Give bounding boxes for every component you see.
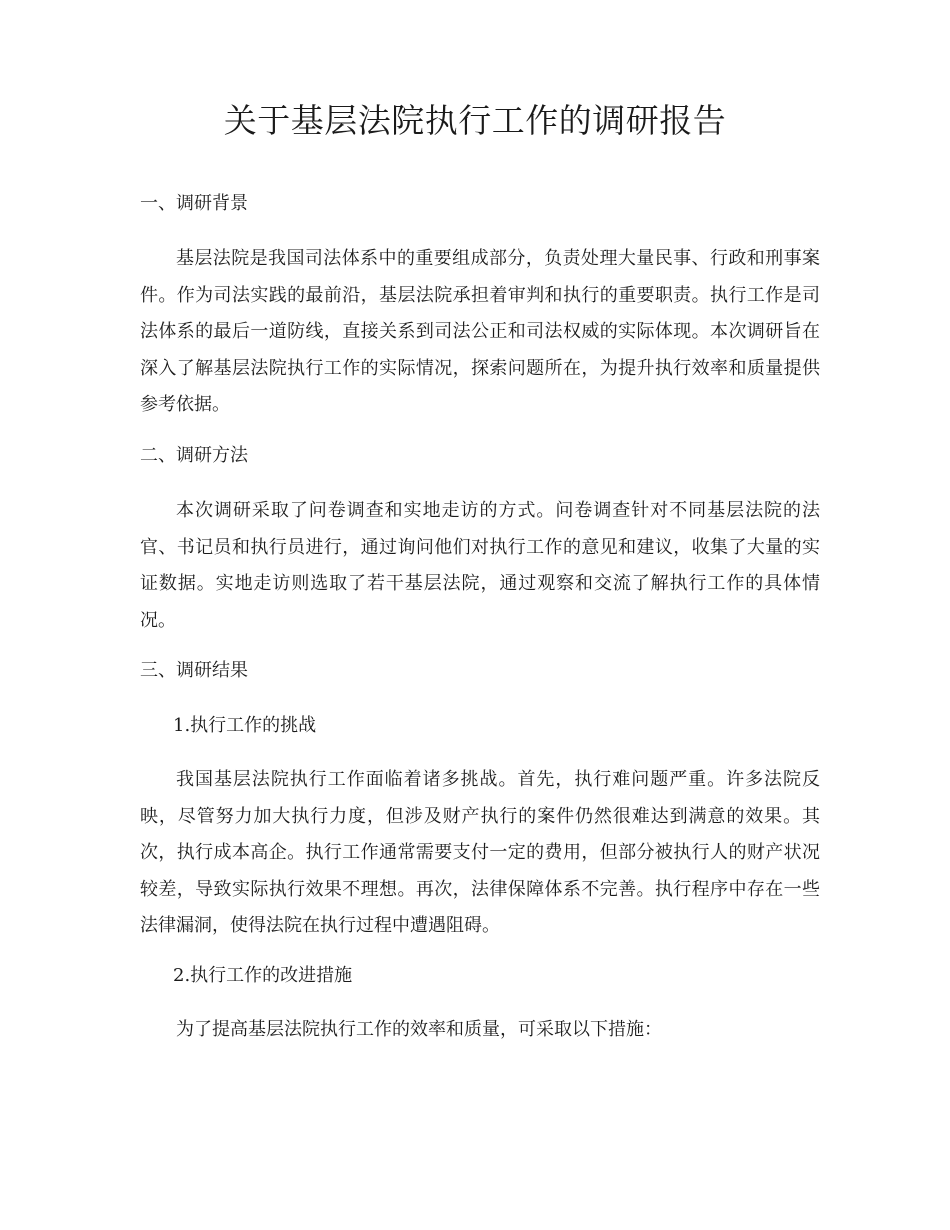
paragraph-challenges: 我国基层法院执行工作面临着诸多挑战。首先，执行难问题严重。许多法院反映，尽管努力加大执行力度，但涉及财产执行的案件仍然很难达到满意的效果。其次，执行成本高企。执行工作通常需要支付一定的费用，但部分被执行人的财产状况较差，导致实际执行效果不理想。再次，法律保障体系不完善。执行程序中存在一些法律漏洞，使得法院在执行过程中遭遇阻碍。 bbox=[140, 769, 820, 936]
section-heading-background: 一、调研背景 bbox=[140, 193, 248, 214]
paragraph-method: 本次调研采取了问卷调查和实地走访的方式。问卷调查针对不同基层法院的法官、书记员和执行员进行，通过询问他们对执行工作的意见和建议，收集了大量的实证数据。实地走访则选取了若干基层法院，通过观察和交流了解执行工作的具体情况。 bbox=[140, 500, 820, 631]
document-title: 关于基层法院执行工作的调研报告 bbox=[223, 101, 727, 140]
paragraph-background: 基层法院是我国司法体系中的重要组成部分，负责处理大量民事、行政和刑事案件。作为司法实践的最前沿，基层法院承担着审判和执行的重要职责。执行工作是司法体系的最后一道防线，直接关系到司法公正和司法权威的实际体现。本次调研旨在深入了解基层法院执行工作的实际情况，探索问题所在，为提升执行效率和质量提供参考依据。 bbox=[140, 248, 820, 415]
section-heading-results: 三、调研结果 bbox=[140, 660, 248, 681]
section-heading-method: 二、调研方法 bbox=[140, 445, 248, 466]
paragraph-improvements: 为了提高基层法院执行工作的效率和质量，可采取以下措施： bbox=[176, 1019, 662, 1040]
subsection-heading-improvements: 2.执行工作的改进措施 bbox=[173, 965, 353, 986]
subsection-heading-challenges: 1.执行工作的挑战 bbox=[173, 715, 317, 736]
